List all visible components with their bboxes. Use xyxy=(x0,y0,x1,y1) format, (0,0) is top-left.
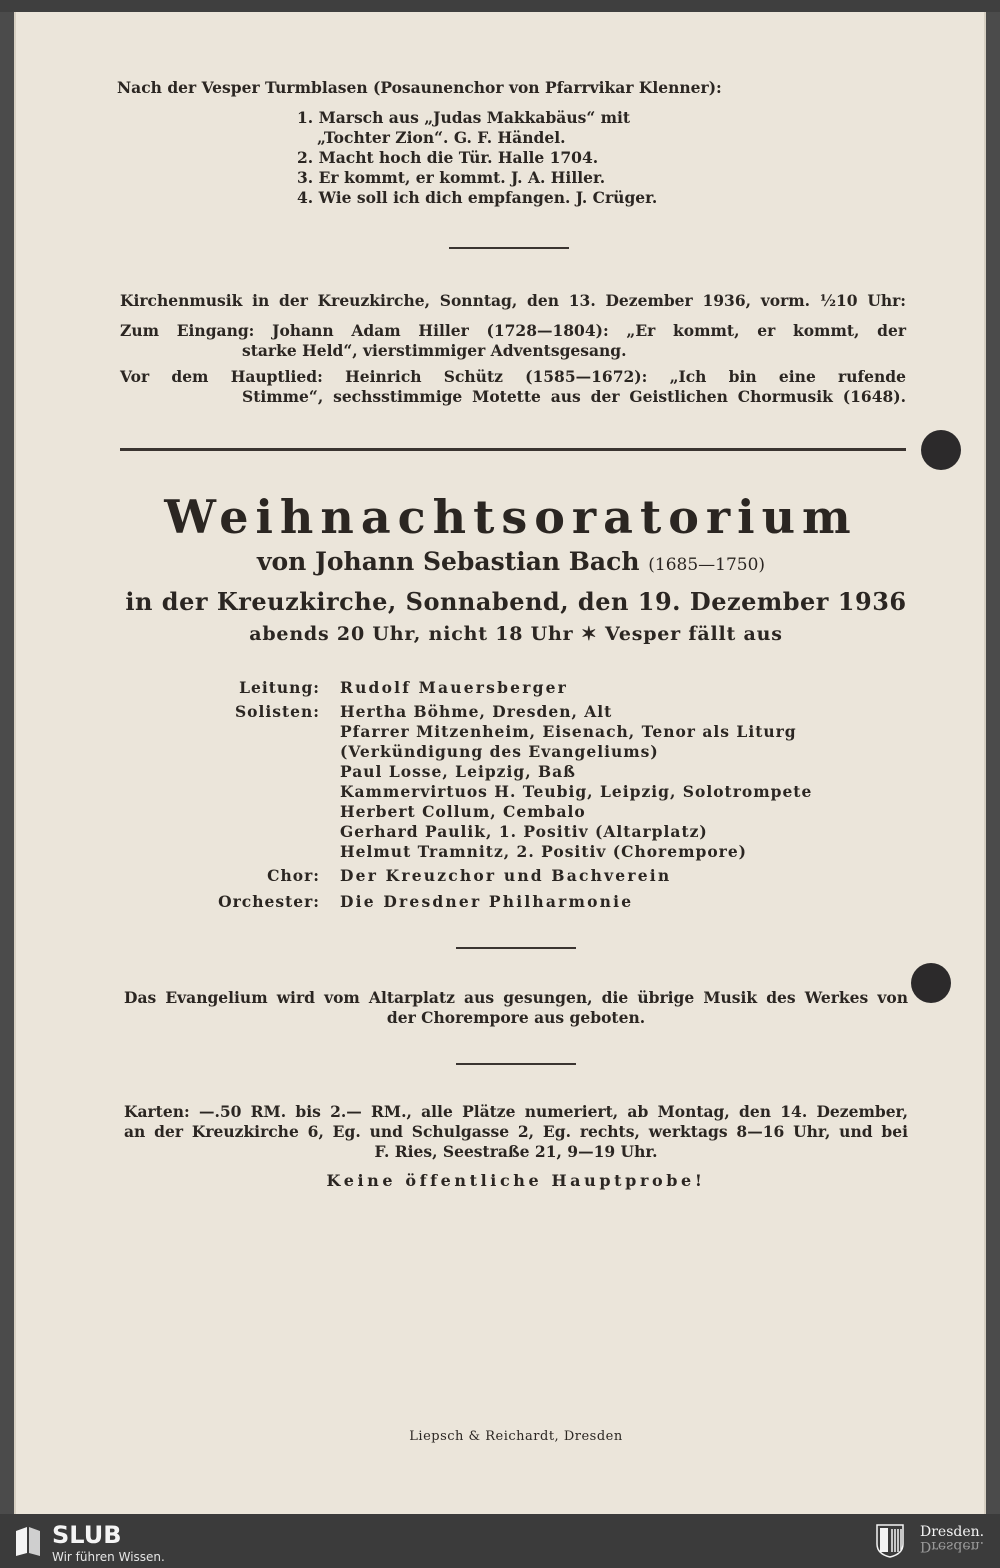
no-rehearsal-note: Keine öffentliche Hauptprobe! xyxy=(326,1171,706,1190)
soloist-entry: Paul Losse, Leipzig, Baß xyxy=(340,762,576,781)
punch-hole xyxy=(911,963,951,1003)
entrance-line: starke Held“, vierstimmiger Adventsgesang. xyxy=(242,341,627,360)
tower-item: 2. Macht hoch die Tür. Halle 1704. xyxy=(297,148,599,167)
section-divider xyxy=(120,448,906,451)
church-music-heading: Kirchenmusik in der Kreuzkirche, Sonntag, den 13. Dezember 1936, vorm. ½10 Uhr: xyxy=(120,291,906,310)
divider xyxy=(456,1063,576,1065)
library-brand: SLUB xyxy=(52,1521,122,1549)
composer-years: (1685—1750) xyxy=(648,555,766,575)
conductor-role: Leitung: xyxy=(239,678,320,697)
hymn-line: Vor dem Hauptlied: Heinrich Schütz (1585—1672): „Ich bin eine rufende xyxy=(120,367,906,386)
time-note: abends 20 Uhr, nicht 18 Uhr ✶ Vesper fällt aus xyxy=(249,623,783,645)
ticket-line: an der Kreuzkirche 6, Eg. und Schulgasse 2, Eg. rechts, werktags 8—16 Uhr, und bei xyxy=(124,1122,908,1141)
choir-role: Chor: xyxy=(267,866,320,885)
city-logo-text: Dresden. xyxy=(920,1524,985,1540)
tower-item: 1. Marsch aus „Judas Makkabäus“ mit xyxy=(297,108,631,127)
gospel-note-line: der Chorempore aus geboten. xyxy=(386,1008,646,1027)
soloist-entry: (Verkündigung des Evangeliums) xyxy=(340,742,659,761)
book-logo-icon xyxy=(14,1525,42,1557)
gospel-note-line: Das Evangelium wird vom Altarplatz aus gesungen, die übrige Musik des Werkes von xyxy=(124,988,908,1007)
tower-item: 3. Er kommt, er kommt. J. A. Hiller. xyxy=(297,168,606,187)
tower-item: „Tochter Zion“. G. F. Händel. xyxy=(317,128,566,147)
city-crest-icon xyxy=(876,1524,904,1558)
divider xyxy=(456,947,576,949)
soloist-entry: Herbert Collum, Cembalo xyxy=(340,802,586,821)
composer-name: von Johann Sebastian Bach xyxy=(256,547,640,576)
composer-line xyxy=(16,546,1000,581)
library-footer xyxy=(0,1514,1000,1568)
tower-heading: Nach der Vesper Turmblasen (Posaunenchor von Pfarrvikar Klenner): xyxy=(117,78,722,97)
city-logo-mirror: Dresden. xyxy=(920,1538,985,1554)
ticket-line: Karten: —.50 RM. bis 2.— RM., alle Plätze numeriert, ab Montag, den 14. Dezember, xyxy=(124,1102,908,1121)
library-tagline: Wir führen Wissen. xyxy=(52,1550,165,1564)
soloist-entry: Pfarrer Mitzenheim, Eisenach, Tenor als Liturg xyxy=(340,722,797,741)
orchestra-role: Orchester: xyxy=(218,892,320,911)
soloist-entry: Helmut Tramnitz, 2. Positiv (Chorempore) xyxy=(340,842,748,861)
punch-hole xyxy=(921,430,961,470)
ticket-line: F. Ries, Seestraße 21, 9—19 Uhr. xyxy=(374,1142,658,1161)
oratorio-title: Weihnachtsoratorium xyxy=(164,490,858,544)
venue-date: in der Kreuzkirche, Sonnabend, den 19. Dezember 1936 xyxy=(125,587,907,616)
orchestra-name: Die Dresdner Philharmonie xyxy=(340,892,634,911)
soloist-entry: Gerhard Paulik, 1. Positiv (Altarplatz) xyxy=(340,822,708,841)
soloists-role: Solisten: xyxy=(234,702,320,721)
soloist-entry: Kammervirtuos H. Teubig, Leipzig, Solotrompete xyxy=(340,782,813,801)
conductor-name: Rudolf Mauersberger xyxy=(340,678,569,697)
printer-imprint: Liepsch & Reichardt, Dresden xyxy=(409,1429,623,1444)
divider xyxy=(449,247,569,249)
scan-frame xyxy=(0,0,1000,12)
tower-item: 4. Wie soll ich dich empfangen. J. Crüger. xyxy=(297,188,658,207)
hymn-line: Stimme“, sechsstimmige Motette aus der Geistlichen Chormusik (1648). xyxy=(242,387,906,406)
soloist-entry: Hertha Böhme, Dresden, Alt xyxy=(340,702,613,721)
choir-name: Der Kreuzchor und Bachverein xyxy=(340,866,672,885)
program-sheet xyxy=(14,12,986,1514)
entrance-line: Zum Eingang: Johann Adam Hiller (1728—1804): „Er kommt, er kommt, der xyxy=(120,321,906,340)
